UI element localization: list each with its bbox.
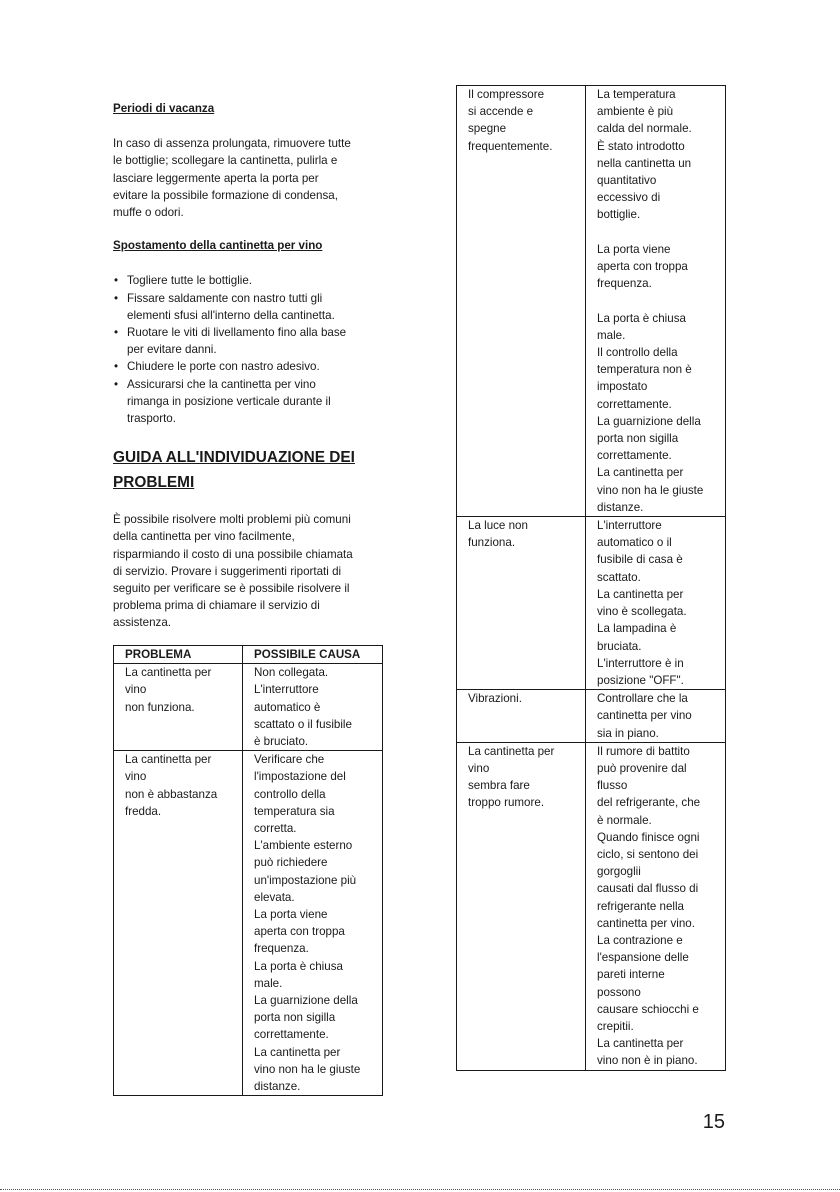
cell-line: aperta con troppa [597,260,688,274]
vacation-paragraph [113,135,385,221]
problem-cell [457,517,586,690]
page-bottom-divider [0,1189,840,1190]
cell-line: l'impostazione del [254,770,346,784]
table-row [114,664,383,751]
bullet-icon: • [114,274,119,288]
cell-line: Non collegata. [254,666,329,680]
cell-line [597,292,721,309]
text-line: Togliere tutte le bottiglie. [127,274,253,288]
cause-cell [243,751,383,1096]
cell-line: aperta con troppa [254,925,345,939]
cell-line: porta non sigilla [597,432,679,446]
cell-line: possono [597,985,641,999]
text-line: muffe o odori. [113,206,184,220]
cell-line: vino [468,761,490,775]
problem-cell [457,690,586,743]
cell-line: elevata. [254,890,295,904]
cell-line: pareti interne [597,968,665,982]
cell-line: porta non sigilla [254,1011,336,1025]
header-cause: POSSIBILE CAUSA [243,646,383,664]
problem-cell [114,751,243,1096]
cell-line: Vibrazioni. [468,692,522,706]
cell-line: corretta. [254,822,297,836]
text-line: per evitare danni. [127,343,217,357]
cell-line: frequenza. [254,942,309,956]
cell-line: sembra fare [468,779,530,793]
text-line: risparmiando il costo di una possibile chiamata [113,547,353,561]
cell-line: distanze. [254,1080,301,1094]
cause-cell [586,517,726,690]
cell-line: ambiente è più [597,105,674,119]
text-line: della cantinetta per vino facilmente, [113,530,295,544]
cell-line: La cantinetta per [597,1037,684,1051]
cell-line: L'interruttore è in [597,656,684,670]
moving-heading: Spostamento della cantinetta per vino [113,239,323,253]
cause-cell [586,742,726,1070]
heading-line: GUIDA ALL'INDIVIDUAZIONE DEI [113,449,355,467]
cell-line: L'ambiente esterno [254,839,353,853]
cell-line: frequenza. [597,277,652,291]
bullet-icon: • [114,377,119,391]
table-row [457,517,726,690]
cell-line: L'interruttore [597,519,662,533]
cell-line: La cantinetta per [125,753,212,767]
problem-cell [457,742,586,1070]
cell-line: correttamente. [597,397,672,411]
cell-line: distanze. [597,500,644,514]
cell-line: può provenire dal [597,761,687,775]
cell-line [597,224,721,241]
cell-line: bruciata. [597,639,642,653]
cell-line: La cantinetta per [125,666,212,680]
cell-line: causati dal flusso di [597,882,699,896]
bullet-item [113,324,385,358]
table-row [457,690,726,743]
text-line: seguito per verificare se è possibile risolvere il [113,582,350,596]
cell-line: può richiedere [254,856,328,870]
cell-line: funziona. [468,536,516,550]
cause-cell [586,690,726,743]
troubleshooting-table-right [456,85,726,1071]
cell-line: fusibile di casa è [597,553,683,567]
cell-line: La temperatura [597,88,676,101]
cell-line: La cantinetta per [254,1045,341,1059]
troubleshooting-heading [113,445,373,495]
cell-line: non funziona. [125,700,195,714]
cell-line: sia in piano. [597,726,659,740]
cell-line: La guarnizione della [254,994,358,1008]
bullet-icon: • [114,326,119,340]
text-line: Fissare saldamente con nastro tutti gli [127,291,323,305]
cell-line: un'impostazione più [254,873,357,887]
cell-line: vino [125,770,147,784]
cell-line: vino è scollegata. [597,605,687,619]
cell-line: temperatura sia [254,804,335,818]
cell-line: flusso [597,779,628,793]
cell-line: calda del normale. [597,122,692,136]
troubleshooting-intro [113,511,385,631]
cell-line: posizione "OFF". [597,673,684,687]
cell-line: scattato o il fusibile [254,717,352,731]
cell-line: Il controllo della [597,346,678,360]
bullet-item [113,290,385,324]
cell-line: La porta viene [254,908,328,922]
cell-line: è normale. [597,813,652,827]
text-line: evitare la possibile formazione di condensa, [113,188,338,202]
cell-line: spegne [468,122,507,136]
table-row [457,86,726,517]
cell-line: La porta viene [597,242,671,256]
text-line: le bottiglie; scollegare la cantinetta, pulirla e [113,154,338,168]
cell-line: correttamente. [254,1028,329,1042]
header-problem: PROBLEMA [114,646,243,664]
text-line: In caso di assenza prolungata, rimuovere tutte [113,137,351,151]
table-header-row [114,646,383,664]
bullet-item [113,376,385,428]
text-line: È possibile risolvere molti problemi più comuni [113,513,351,527]
cell-line: crepitii. [597,1019,634,1033]
cell-line: Quando finisce ogni [597,830,700,844]
cell-line: refrigerante nella [597,899,685,913]
cell-line: Il compressore [468,88,545,101]
cell-line: del refrigerante, che [597,796,701,810]
cell-line: Controllare che la [597,692,688,706]
cell-line: automatico o il [597,536,672,550]
problem-cell [114,664,243,751]
cell-line: La porta è chiusa [254,959,343,973]
cell-line: male. [597,328,626,342]
cell-line: vino non ha le giuste [597,483,704,497]
cell-line: impostato [597,380,648,394]
cell-line: È stato introdotto [597,139,685,153]
cell-line: La cantinetta per [468,744,555,758]
cell-line: La contrazione e [597,933,683,947]
cell-line: La guarnizione della [597,414,701,428]
bullet-item [113,272,385,289]
cell-line: Verificare che [254,753,325,767]
cell-line: scattato. [597,570,641,584]
cell-line: vino non è in piano. [597,1054,698,1068]
table-row [457,742,726,1070]
cell-line: male. [254,976,283,990]
cell-line: La cantinetta per [597,587,684,601]
cell-line: vino non ha le giuste [254,1062,361,1076]
cell-line: controllo della [254,787,326,801]
cell-line: troppo rumore. [468,796,545,810]
cell-line: cantinetta per vino. [597,916,695,930]
problem-cell [457,86,586,517]
cell-line: Il rumore di battito [597,744,690,758]
table-row [114,751,383,1096]
cause-cell [586,86,726,517]
cell-line: vino [125,683,147,697]
bullet-item [113,358,385,375]
cell-line: si accende e [468,105,534,119]
cell-line: La cantinetta per [597,466,684,480]
cause-cell [243,664,383,751]
cell-line: La porta è chiusa [597,311,686,325]
cell-line: frequentemente. [468,139,553,153]
text-line: trasporto. [127,412,176,426]
text-line: assistenza. [113,616,171,630]
text-line: rimanga in posizione verticale durante il [127,394,331,408]
left-column [113,100,385,632]
text-line: Assicurarsi che la cantinetta per vino [127,377,316,391]
text-line: problema prima di chiamare il servizio di [113,599,320,613]
cell-line: è bruciato. [254,735,309,749]
cell-line: correttamente. [597,449,672,463]
heading-line: PROBLEMI [113,474,195,492]
cell-line: ciclo, si sentono dei [597,847,699,861]
cell-line: causare schiocchi e [597,1002,699,1016]
cell-line: quantitativo [597,174,657,188]
cell-line: La lampadina è [597,622,677,636]
text-line: lasciare leggermente aperta la porta per [113,171,319,185]
text-line: di servizio. Provare i suggerimenti riportati di [113,564,342,578]
text-line: Chiudere le porte con nastro adesivo. [127,360,320,374]
cell-line: La luce non [468,519,528,533]
cell-line: non è abbastanza [125,787,218,801]
cell-line: gorgoglii [597,865,641,879]
cell-line: bottiglie. [597,208,641,222]
vacation-heading: Periodi di vacanza [113,102,215,115]
cell-line: l'espansione delle [597,951,689,965]
cell-line: L'interruttore [254,683,319,697]
cell-line: cantinetta per vino [597,709,692,723]
text-line: elementi sfusi all'interno della cantinetta. [127,308,335,322]
bullet-icon: • [114,360,119,374]
cell-line: eccessivo di [597,191,661,205]
text-line: Ruotare le viti di livellamento fino alla base [127,326,347,340]
cell-line: fredda. [125,804,162,818]
cell-line: automatico è [254,700,321,714]
page-number: 15 [702,1111,725,1133]
bullet-icon: • [114,291,119,305]
troubleshooting-table-left [113,645,383,1096]
cell-line: temperatura non è [597,363,692,377]
cell-line: nella cantinetta un [597,156,692,170]
moving-bullet-list [113,272,385,427]
